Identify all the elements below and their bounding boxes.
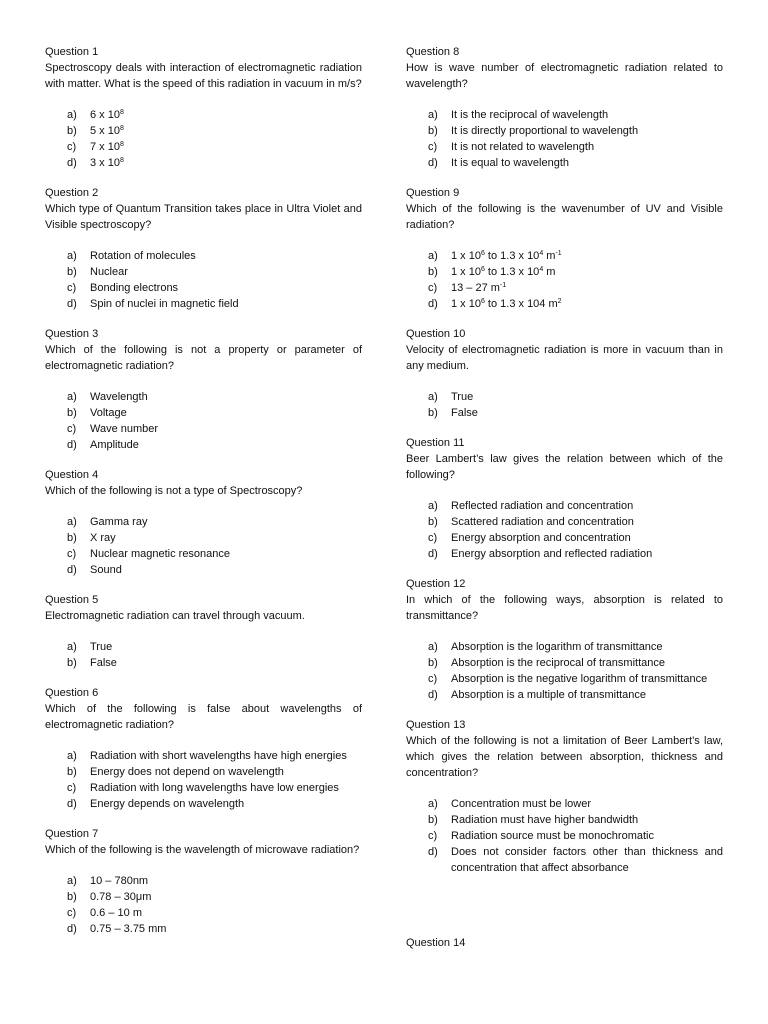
option [45, 107, 362, 123]
options-list [45, 389, 362, 453]
option [45, 405, 362, 421]
option-letter: d) [428, 689, 438, 701]
option [406, 796, 723, 812]
option-letter: d) [428, 846, 438, 858]
question-13 [406, 717, 723, 876]
option-text: 7 x $10^8$ [90, 141, 124, 153]
question-text: Which of the following is not a type of Spectroscopy? [45, 485, 303, 497]
option [45, 562, 362, 578]
option-text: Energy depends on wavelength [90, 798, 245, 810]
option [45, 296, 362, 312]
options-list [406, 248, 723, 312]
option-text: It is equal to wavelength [451, 157, 570, 169]
option [406, 155, 723, 171]
option [45, 639, 362, 655]
option [406, 296, 723, 312]
option-text: Voltage [90, 407, 127, 419]
option-letter: c) [67, 423, 77, 435]
option-letter: b) [67, 125, 77, 137]
option-text: True [451, 391, 474, 403]
question-14-title: Question 14 [406, 937, 466, 949]
option [406, 687, 723, 703]
option-letter: a) [67, 641, 77, 653]
option [45, 514, 362, 530]
options-list [45, 107, 362, 171]
option-letter: b) [67, 266, 77, 278]
option-letter: a) [67, 750, 77, 762]
option-text: 1 x $10^6$ to 1.3 x $10^4$ $m^{-1}$ [451, 250, 562, 262]
option [45, 921, 362, 937]
question-12 [406, 576, 723, 703]
option [45, 155, 362, 171]
option-letter: d) [67, 798, 77, 810]
option-text: Nuclear [90, 266, 128, 278]
option-letter: c) [67, 548, 77, 560]
question-title: Question 1 [45, 46, 99, 58]
option-letter: a) [428, 391, 438, 403]
option [406, 812, 723, 828]
option [406, 655, 723, 671]
option-letter: b) [428, 266, 438, 278]
option [45, 530, 362, 546]
option [406, 405, 723, 421]
option [45, 873, 362, 889]
question-11 [406, 435, 723, 562]
question-5 [45, 592, 362, 671]
option-letter: c) [428, 141, 438, 153]
question-title: Question 11 [406, 437, 465, 449]
option-text: 3 x $10^8$ [90, 157, 124, 169]
option-letter: a) [67, 250, 77, 262]
option-letter: c) [67, 782, 77, 794]
option-letter: d) [67, 923, 77, 935]
options-list [406, 796, 723, 876]
option-letter: b) [67, 766, 77, 778]
question-text: Which of the following is false about wavelengths of electromagnetic radiation? [45, 703, 362, 731]
option-letter: c) [67, 141, 77, 153]
option [45, 889, 362, 905]
question-7 [45, 826, 362, 937]
option-text: Spin of nuclei in magnetic field [90, 298, 239, 310]
question-title: Question 12 [406, 578, 466, 590]
question-4 [45, 467, 362, 578]
option-text: 5 x $10^8$ [90, 125, 124, 137]
option-letter: a) [67, 516, 77, 528]
question-title: Question 3 [45, 328, 99, 340]
option [45, 655, 362, 671]
option-letter: d) [67, 157, 77, 169]
option-text: Does not consider factors other than thickness and concentration that affect absorbance [451, 846, 723, 874]
option-text: Nuclear magnetic resonance [90, 548, 231, 560]
option [406, 107, 723, 123]
option [45, 780, 362, 796]
question-text: Which of the following is the wavenumber of UV and Visible radiation? [406, 203, 723, 231]
option-letter: b) [428, 657, 438, 669]
option-letter: a) [428, 109, 438, 121]
option-text: Wavelength [90, 391, 148, 403]
spacer [406, 890, 723, 935]
question-title: Question 2 [45, 187, 99, 199]
option-text: It is the reciprocal of wavelength [451, 109, 609, 121]
option-text: 13 – 27 $m^{-1}$ [451, 282, 507, 294]
option-letter: b) [428, 814, 438, 826]
option [406, 514, 723, 530]
options-list [45, 248, 362, 312]
option-letter: d) [428, 157, 438, 169]
option-text: Amplitude [90, 439, 139, 451]
option [45, 264, 362, 280]
question-text: Electromagnetic radiation can travel through vacuum. [45, 610, 305, 622]
question-1 [45, 44, 362, 171]
option-text: 0.6 – 10 m [90, 907, 142, 919]
option-letter: a) [67, 391, 77, 403]
option-letter: b) [67, 657, 77, 669]
option [45, 437, 362, 453]
option-text: Reflected radiation and concentration [451, 500, 634, 512]
option [406, 139, 723, 155]
option-letter: c) [67, 282, 77, 294]
option-text: Gamma ray [90, 516, 148, 528]
option-text: Energy absorption and concentration [451, 532, 631, 544]
option [45, 546, 362, 562]
left-column [45, 44, 362, 951]
option [406, 639, 723, 655]
option-letter: c) [428, 532, 438, 544]
option [45, 421, 362, 437]
question-10 [406, 326, 723, 421]
option-letter: a) [67, 109, 77, 121]
question-text: How is wave number of electromagnetic radiation related to wavelength? [406, 62, 723, 90]
options-list [406, 389, 723, 421]
option-text: Energy absorption and reflected radiation [451, 548, 653, 560]
question-text: Which of the following is not a property or parameter of electromagnetic radiation? [45, 344, 362, 372]
option-text: True [90, 641, 113, 653]
option-text: Bonding electrons [90, 282, 179, 294]
option-letter: b) [67, 407, 77, 419]
option-text: Radiation with short wavelengths have high energies [90, 750, 347, 762]
option-text: False [90, 657, 117, 669]
question-title: Question 7 [45, 828, 99, 840]
options-list [406, 498, 723, 562]
question-text: Which type of Quantum Transition takes place in Ultra Violet and Visible spectroscopy? [45, 203, 362, 231]
question-title: Question 10 [406, 328, 466, 340]
option-text: X ray [90, 532, 116, 544]
option-text: Scattered radiation and concentration [451, 516, 634, 528]
option-letter: b) [67, 532, 77, 544]
question-text: Velocity of electromagnetic radiation is more in vacuum than in any medium. [406, 344, 723, 372]
option-text: Concentration must be lower [451, 798, 592, 810]
question-title: Question 8 [406, 46, 460, 58]
option [406, 389, 723, 405]
option-letter: a) [428, 500, 438, 512]
option-letter: d) [67, 564, 77, 576]
option-letter: a) [67, 875, 77, 887]
option-text: 10 – 780nm [90, 875, 149, 887]
question-title: Question 5 [45, 594, 99, 606]
option [406, 828, 723, 844]
question-text: Beer Lambert’s law gives the relation between which of the following? [406, 453, 723, 481]
option-letter: a) [428, 798, 438, 810]
option-text: Rotation of molecules [90, 250, 196, 262]
option-letter: d) [67, 439, 77, 451]
question-2 [45, 185, 362, 312]
option-text: 6 x $10^8$ [90, 109, 124, 121]
question-title: Question 9 [406, 187, 460, 199]
option-letter: b) [428, 125, 438, 137]
question-title: Question 13 [406, 719, 466, 731]
option-letter: d) [428, 298, 438, 310]
option-text: Sound [90, 564, 122, 576]
option [406, 546, 723, 562]
option-text: Absorption is a multiple of transmittance [451, 689, 647, 701]
option-text: Absorption is the logarithm of transmittance [451, 641, 663, 653]
question-text: Spectroscopy deals with interaction of electromagnetic radiation with matter. What is the speed of this radiation in vacuum in m/s? [45, 62, 362, 90]
option-letter: b) [428, 516, 438, 528]
option-text: Radiation must have higher bandwidth [451, 814, 639, 826]
question-3 [45, 326, 362, 453]
options-list [45, 639, 362, 671]
option [45, 139, 362, 155]
options-list [406, 107, 723, 171]
right-column [406, 44, 723, 951]
question-6 [45, 685, 362, 812]
option [45, 905, 362, 921]
option-letter: c) [428, 673, 438, 685]
option [406, 264, 723, 280]
option [406, 844, 723, 876]
options-list [45, 873, 362, 937]
option-text: Radiation source must be monochromatic [451, 830, 654, 842]
option [406, 530, 723, 546]
options-list [406, 639, 723, 703]
option-letter: a) [428, 641, 438, 653]
question-text: Which of the following is not a limitation of Beer Lambert’s law, which gives the relation between absorption, thickness and concentration? [406, 735, 723, 779]
question-title: Question 6 [45, 687, 99, 699]
option-text: Wave number [90, 423, 159, 435]
option-text: False [451, 407, 478, 419]
option [45, 796, 362, 812]
option-text: 1 x $10^6$ to 1.3 x 104 $m^2$ [451, 298, 562, 310]
question-text: Which of the following is the wavelength of microwave radiation? [45, 844, 360, 856]
option-text: 0.75 – 3.75 mm [90, 923, 167, 935]
question-9 [406, 185, 723, 312]
option-letter: b) [428, 407, 438, 419]
option-text: Absorption is the negative logarithm of transmittance [451, 673, 708, 685]
option-letter: c) [428, 282, 438, 294]
options-list [45, 748, 362, 812]
option-letter: b) [67, 891, 77, 903]
option-text: Absorption is the reciprocal of transmittance [451, 657, 665, 669]
option-letter: a) [428, 250, 438, 262]
question-title: Question 4 [45, 469, 99, 481]
option [406, 498, 723, 514]
option [45, 280, 362, 296]
options-list [45, 514, 362, 578]
option [406, 248, 723, 264]
option-text: Radiation with long wavelengths have low energies [90, 782, 339, 794]
option-text: Energy does not depend on wavelength [90, 766, 284, 778]
option-text: 1 x $10^6$ to 1.3 x $10^4$ m [451, 266, 556, 278]
option [45, 123, 362, 139]
option-letter: d) [67, 298, 77, 310]
option-letter: c) [428, 830, 438, 842]
option-letter: d) [428, 548, 438, 560]
question-text: In which of the following ways, absorption is related to transmittance? [406, 594, 723, 622]
option [45, 248, 362, 264]
option-text: It is not related to wavelength [451, 141, 595, 153]
option [406, 671, 723, 687]
option-text: 0.78 – 30μm [90, 891, 152, 903]
option [406, 123, 723, 139]
option [45, 389, 362, 405]
question-8 [406, 44, 723, 171]
option [45, 748, 362, 764]
option [406, 280, 723, 296]
option-text: It is directly proportional to wavelength [451, 125, 639, 137]
option-letter: c) [67, 907, 77, 919]
option [45, 764, 362, 780]
